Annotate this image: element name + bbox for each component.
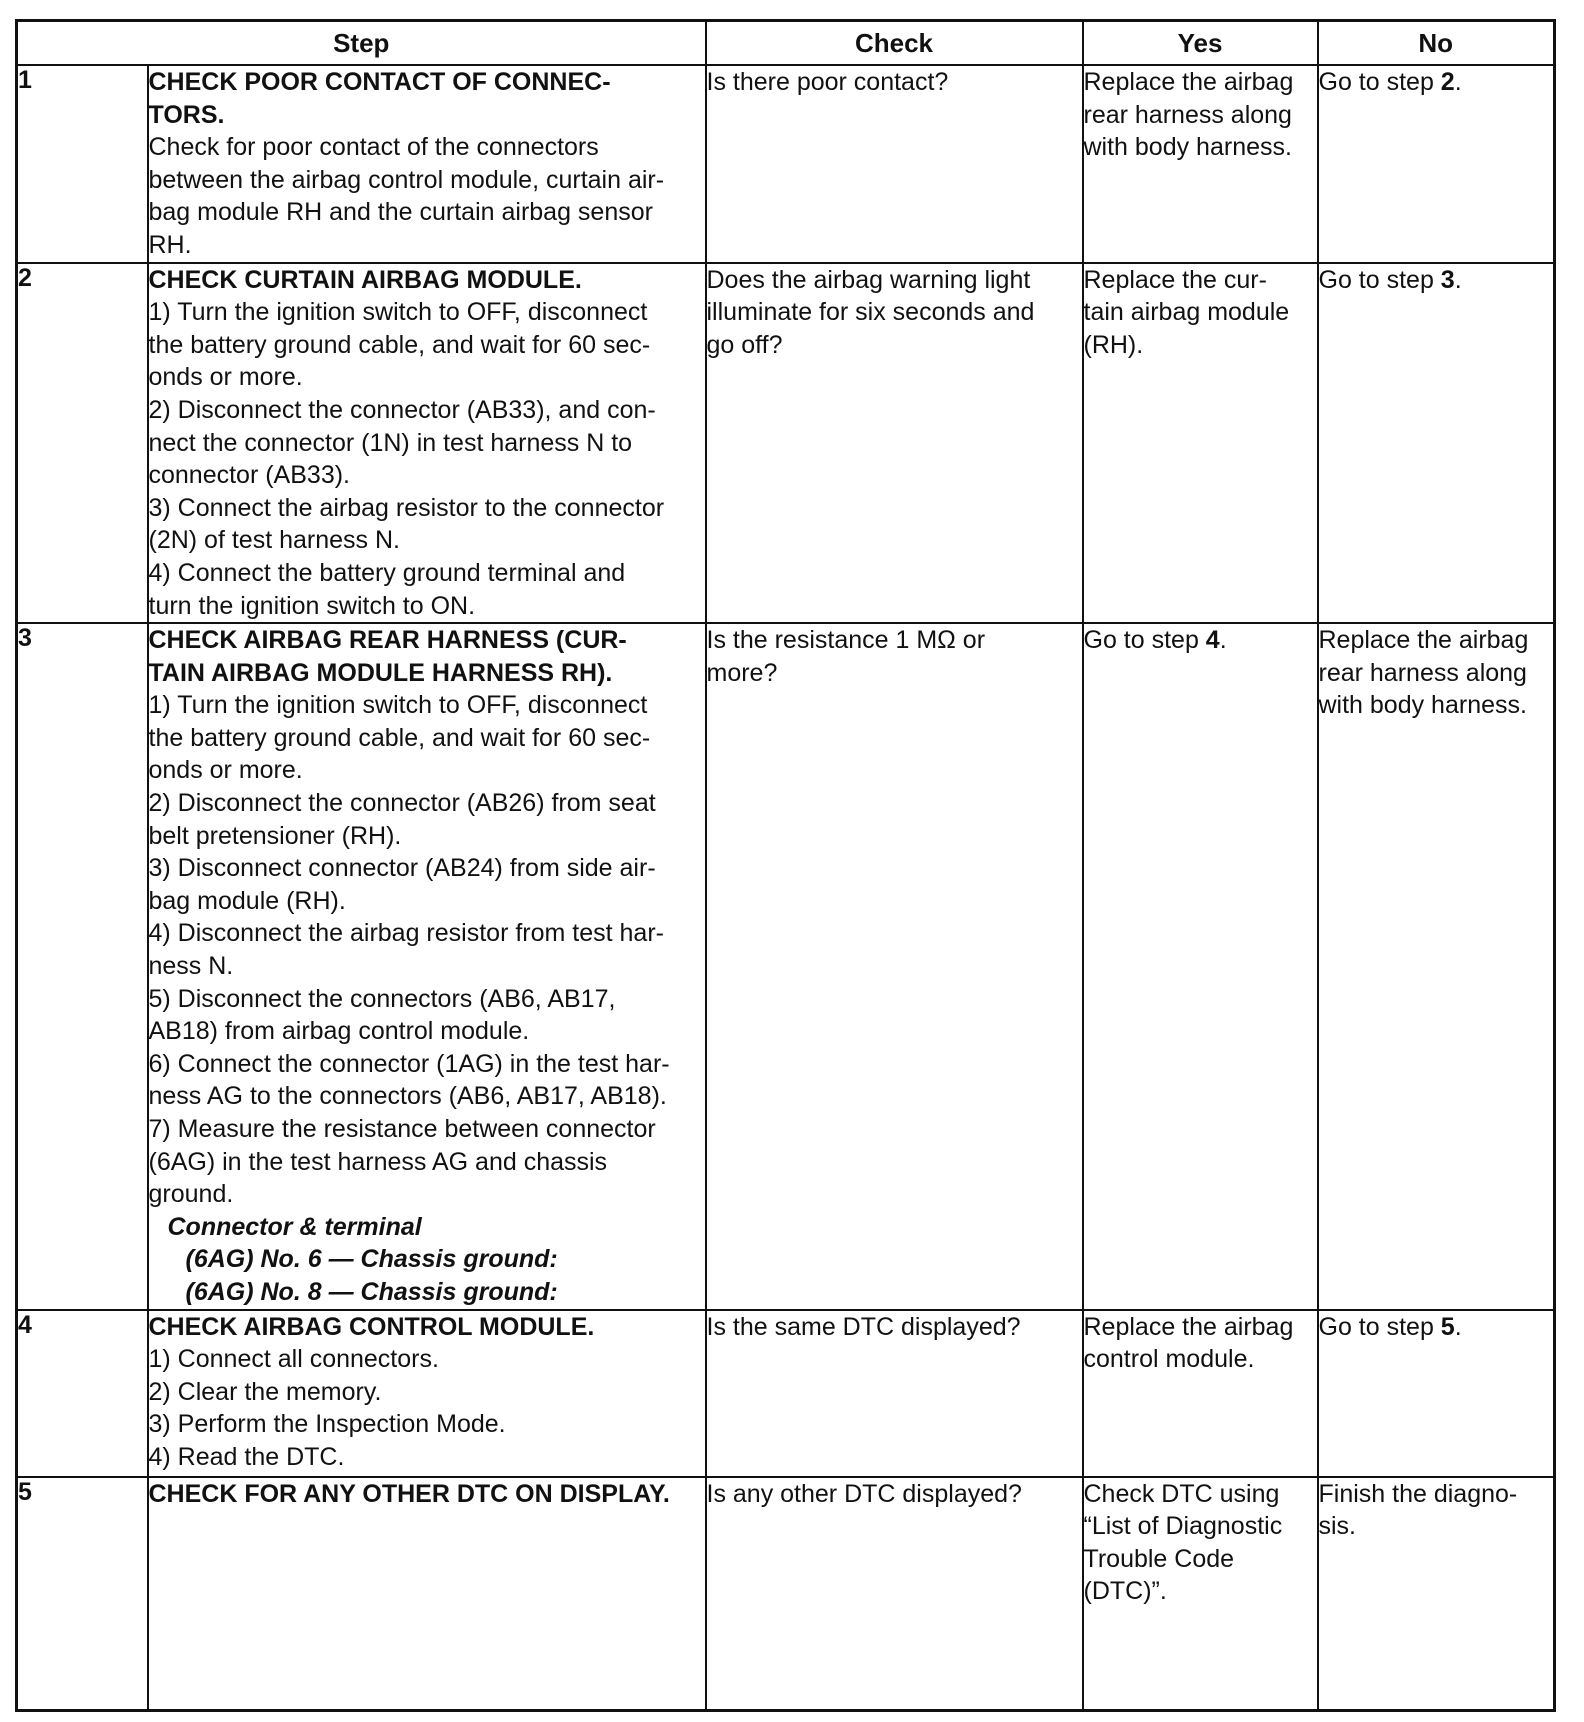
step-description <box>148 1310 706 1477</box>
step-body-line: Check for poor contact of the connectors <box>148 133 599 162</box>
check-line: more? <box>706 658 778 687</box>
substep-line: 1) Turn the ignition switch to OFF, disconnect <box>148 691 648 720</box>
yes-line: tain airbag module <box>1083 298 1290 327</box>
no-line: Replace the airbag <box>1318 626 1529 655</box>
substep-line: 1) Turn the ignition switch to OFF, disconnect <box>148 298 648 327</box>
check-cell <box>706 1477 1083 1711</box>
check-cell <box>706 263 1083 624</box>
no-cell <box>1318 1477 1555 1711</box>
substep-line: ground. <box>148 1180 234 1209</box>
substep-line: ness N. <box>148 952 234 981</box>
substep-line: connector (AB33). <box>148 461 350 490</box>
no-line: with body harness. <box>1318 691 1527 720</box>
step-number: 3 <box>17 623 148 1309</box>
header-step: Step <box>17 21 706 66</box>
substep-line: bag module (RH). <box>148 886 346 915</box>
substep-line: 2) Disconnect the connector (AB26) from seat <box>148 789 656 818</box>
table-header-row <box>17 21 1555 66</box>
substep-line: 5) Disconnect the connectors (AB6, AB17, <box>148 984 616 1013</box>
substep-line: 4) Read the DTC. <box>148 1442 345 1471</box>
step-title-line: CHECK CURTAIN AIRBAG MODULE. <box>148 265 582 294</box>
yes-cell <box>1083 65 1318 263</box>
check-line: Is the same DTC displayed? <box>706 1312 1021 1341</box>
no-prefix: Go to step <box>1318 1312 1441 1341</box>
yes-cell <box>1083 1310 1318 1477</box>
table-row <box>17 65 1555 263</box>
no-suffix: . <box>1454 265 1462 294</box>
yes-cell <box>1083 263 1318 624</box>
no-line <box>1319 66 1554 99</box>
substep-line: belt pretensioner (RH). <box>148 821 402 850</box>
no-cell <box>1318 263 1555 624</box>
table-row <box>17 623 1555 1309</box>
step-title-line: CHECK FOR ANY OTHER DTC ON DISPLAY. <box>148 1479 670 1508</box>
yes-line: Replace the airbag <box>1083 68 1294 96</box>
yes-line: Replace the airbag <box>1083 1312 1294 1341</box>
step-number: 5 <box>17 1477 148 1711</box>
no-cell <box>1318 1310 1555 1477</box>
substep-line: turn the ignition switch to ON. <box>148 591 476 620</box>
step-description <box>148 65 706 263</box>
no-line <box>1319 264 1554 297</box>
no-line: sis. <box>1318 1512 1356 1541</box>
spec-item: (6AG) No. 6 — Chassis ground: <box>185 1245 558 1274</box>
yes-line: Replace the cur- <box>1083 265 1267 294</box>
spec-item: (6AG) No. 8 — Chassis ground: <box>185 1277 558 1306</box>
step-body-line: RH. <box>148 230 192 259</box>
substep-line: 4) Disconnect the airbag resistor from test har- <box>148 919 664 948</box>
header-no: No <box>1318 21 1555 66</box>
substep-line: 4) Connect the battery ground terminal and <box>148 558 626 587</box>
check-cell <box>706 1310 1083 1477</box>
check-cell <box>706 65 1083 263</box>
step-number: 4 <box>17 1310 148 1477</box>
check-line: Does the airbag warning light <box>706 265 1031 294</box>
substep-line: ness AG to the connectors (AB6, AB17, AB18). <box>148 1082 667 1111</box>
step-number: 1 <box>17 65 148 263</box>
step-description <box>148 1477 706 1711</box>
check-line: Is there poor contact? <box>706 68 949 96</box>
check-cell <box>706 623 1083 1309</box>
yes-line: Trouble Code <box>1083 1544 1235 1573</box>
step-title-line: TAIN AIRBAG MODULE HARNESS RH). <box>148 658 613 687</box>
substep-line: onds or more. <box>148 363 303 392</box>
substep-line: 3) Perform the Inspection Mode. <box>148 1410 506 1439</box>
check-line: Is any other DTC displayed? <box>706 1479 1022 1508</box>
step-title-line: CHECK AIRBAG CONTROL MODULE. <box>148 1312 595 1341</box>
yes-suffix: . <box>1219 626 1227 655</box>
substep-line: 3) Connect the airbag resistor to the connector <box>148 493 665 522</box>
substep-line: 3) Disconnect connector (AB24) from side air- <box>148 854 656 883</box>
header-check: Check <box>706 21 1083 66</box>
step-link: 2 <box>1440 68 1455 96</box>
substep-line: the battery ground cable, and wait for 60 sec- <box>148 330 651 359</box>
check-line: illuminate for six seconds and <box>706 298 1035 327</box>
substep-line: 2) Clear the memory. <box>148 1377 382 1406</box>
step-title-line: TORS. <box>148 100 225 129</box>
yes-line: Check DTC using <box>1083 1479 1280 1508</box>
step-title-line: CHECK POOR CONTACT OF CONNEC- <box>148 68 611 96</box>
yes-line: (RH). <box>1083 330 1144 359</box>
substep-line: 1) Connect all connectors. <box>148 1345 439 1374</box>
step-description <box>148 623 706 1309</box>
check-line: go off? <box>706 330 783 359</box>
substep-line: onds or more. <box>148 756 303 785</box>
step-link: 4 <box>1205 626 1220 655</box>
step-title-line: CHECK AIRBAG REAR HARNESS (CUR- <box>148 626 627 655</box>
yes-prefix: Go to step <box>1083 626 1206 655</box>
step-link: 5 <box>1440 1312 1455 1341</box>
table-row <box>17 263 1555 624</box>
step-body-line: between the airbag control module, curtain air- <box>148 165 665 194</box>
substep-line: (2N) of test harness N. <box>148 526 400 555</box>
no-prefix: Go to step <box>1318 68 1441 96</box>
substep-line: 7) Measure the resistance between connector <box>148 1115 656 1143</box>
step-number: 2 <box>17 263 148 624</box>
spec-title: Connector & terminal <box>167 1212 422 1241</box>
no-cell <box>1318 623 1555 1309</box>
substep-line: the battery ground cable, and wait for 60 sec- <box>148 723 651 752</box>
step-body-line: bag module RH and the curtain airbag sensor <box>148 198 653 227</box>
substep-line: AB18) from airbag control module. <box>148 1017 530 1046</box>
substep-line: 2) Disconnect the connector (AB33), and con- <box>148 395 656 424</box>
no-line: rear harness along <box>1318 658 1527 687</box>
substep-line: nect the connector (1N) in test harness N to <box>148 428 633 457</box>
no-cell <box>1318 65 1555 263</box>
no-suffix: . <box>1454 68 1462 96</box>
yes-cell <box>1083 1477 1318 1711</box>
yes-line: “List of Diagnostic <box>1083 1512 1283 1541</box>
no-suffix: . <box>1454 1312 1462 1341</box>
substep-line: (6AG) in the test harness AG and chassis <box>148 1147 608 1176</box>
yes-cell <box>1083 623 1318 1309</box>
step-link: 3 <box>1440 265 1455 294</box>
yes-line: with body harness. <box>1083 133 1292 162</box>
step-description <box>148 263 706 624</box>
no-line <box>1319 1311 1554 1344</box>
diagnostic-table <box>15 19 1556 1712</box>
header-yes: Yes <box>1083 21 1318 66</box>
substep-line: 6) Connect the connector (1AG) in the test har- <box>148 1049 670 1078</box>
yes-line: rear harness along <box>1083 100 1292 129</box>
table-row <box>17 1310 1555 1477</box>
yes-line: control module. <box>1083 1345 1255 1374</box>
no-line: Finish the diagno- <box>1318 1479 1518 1508</box>
check-line: Is the resistance 1 MΩ or <box>706 626 986 655</box>
no-prefix: Go to step <box>1318 265 1441 294</box>
table-row <box>17 1477 1555 1711</box>
yes-line: (DTC)”. <box>1083 1577 1167 1606</box>
yes-line <box>1084 624 1317 657</box>
